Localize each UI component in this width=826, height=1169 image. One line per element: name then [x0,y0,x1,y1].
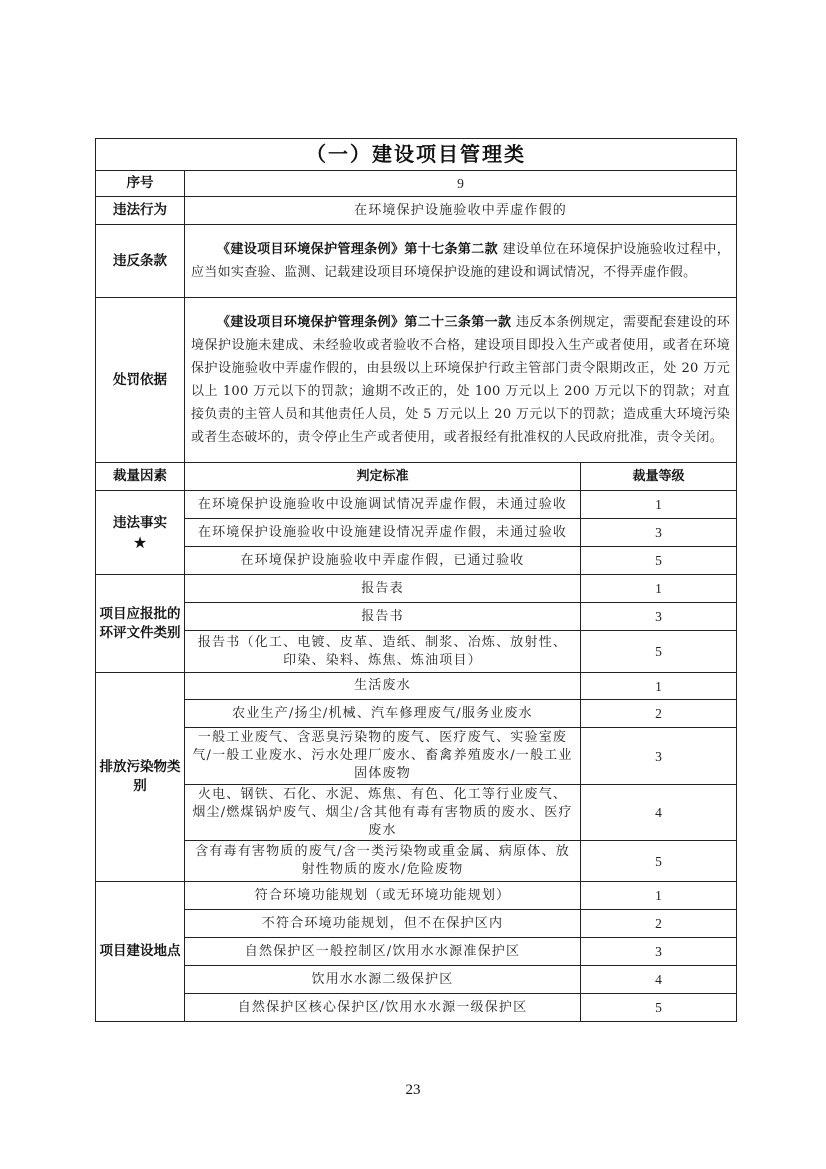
criterion-cell: 报告表 [185,575,581,603]
criterion-cell: 自然保护区一般控制区/饮用水水源准保护区 [185,938,581,966]
level-cell: 2 [581,700,737,728]
table-row [96,910,737,938]
level-cell: 1 [581,882,737,910]
criterion-cell: 在环境保护设施验收中设施建设情况弄虚作假，未通过验收 [185,519,581,547]
penalty-basis-citation: 《建设项目环境保护管理条例》第二十三条第一款 [217,315,512,330]
table-row [96,673,737,700]
criterion-cell: 一般工业废气、含恶臭污染物的废气、医疗废气、实验室废气/一般工业废水、污水处理厂废水、畜禽养殖废水/一般工业固体废物 [185,728,581,785]
table-row [96,631,737,673]
criterion-cell: 不符合环境功能规划，但不在保护区内 [185,910,581,938]
table-row [96,882,737,910]
table-row [96,785,737,841]
star-icon: ★ [132,532,148,552]
penalty-basis-body: 违反本条例规定，需要配套建设的环境保护设施未建成、未经验收或者验收不合格，建设项目即投入生产或者使用，或者在环境保护设施验收中弄虚作假的，由县级以上环境保护行政主管部门责令限期改正，处 20 万元以上 100 万元以下的罚款；逾期不改正的，处 100 万元以上 200 万元以下的罚款；对直接负责的主管人员和其他责任人员，处 5 万元以上 20 万元以下的罚款；造成重大环境污染或者生态破坏的，责令停止生产或者使用，或者报经有批准权的人民政府批准，责令关闭。 [191,315,731,445]
level-cell: 1 [581,673,737,700]
criterion-cell: 报告书（化工、电镀、皮革、造纸、制浆、冶炼、放射性、印染、染料、炼焦、炼油项目） [185,631,581,673]
criterion-cell: 含有毒有害物质的废气/含一类污染物或重金属、病原体、放射性物质的废水/危险废物 [185,841,581,882]
violation-row [96,197,737,225]
table-row [96,603,737,631]
level-cell: 3 [581,603,737,631]
level-cell: 1 [581,575,737,603]
violated-clause-citation: 《建设项目环境保护管理条例》第十七条第二款 [217,242,499,257]
level-cell: 5 [581,841,737,882]
criterion-cell: 火电、钢铁、石化、水泥、炼焦、有色、化工等行业废气、烟尘/燃煤锅炉废气、烟尘/含其他有毒有害物质的废水、医疗废水 [185,785,581,841]
table-row [96,966,737,994]
level-cell: 5 [581,631,737,673]
penalty-basis-text [185,298,737,463]
table-row [96,519,737,547]
serial-label: 序号 [96,171,185,197]
header-level: 裁量等级 [581,463,737,491]
serial-value: 9 [185,171,737,197]
table-header-row [96,463,737,491]
penalty-basis-label: 处罚依据 [96,298,185,463]
table-title: （一）建设项目管理类 [96,139,737,171]
violated-clause-row [96,225,737,298]
criterion-cell: 在环境保护设施验收中设施调试情况弄虚作假，未通过验收 [185,491,581,519]
title-row [96,139,737,171]
table-row [96,547,737,575]
level-cell: 5 [581,547,737,575]
criterion-cell: 符合环境功能规划（或无环境功能规划） [185,882,581,910]
header-criterion: 判定标准 [185,463,581,491]
factor-label-eia-category: 项目应报批的环评文件类别 [96,575,185,673]
criterion-cell: 在环境保护设施验收中弄虚作假，已通过验收 [185,547,581,575]
table-row [96,841,737,882]
violated-clause-body: 建设单位在环境保护设施验收过程中，应当如实查验、监测、记载建设项目环境保护设施的建设和调试情况，不得弄虚作假。 [191,242,731,280]
violated-clause-text [185,225,737,298]
violation-label: 违法行为 [96,197,185,225]
level-cell: 2 [581,910,737,938]
criterion-cell: 生活废水 [185,673,581,700]
criterion-cell: 报告书 [185,603,581,631]
level-cell: 3 [581,519,737,547]
table-row [96,994,737,1022]
table-row [96,575,737,603]
factor-label-text: 违法事实 [113,514,167,531]
level-cell: 4 [581,785,737,841]
penalty-basis-row [96,298,737,463]
page-number: 23 [405,1082,421,1098]
criterion-cell: 饮用水水源二级保护区 [185,966,581,994]
level-cell: 5 [581,994,737,1022]
table-row [96,938,737,966]
discretion-table [95,138,737,1022]
level-cell: 4 [581,966,737,994]
serial-row [96,171,737,197]
factor-label-pollutant-category: 排放污染物类别 [96,673,185,882]
level-cell: 3 [581,728,737,785]
level-cell: 3 [581,938,737,966]
criterion-cell: 农业生产/扬尘/机械、汽车修理废气/服务业废水 [185,700,581,728]
factor-label-illegal-fact [96,491,185,575]
header-factor: 裁量因素 [96,463,185,491]
table-row [96,700,737,728]
criterion-cell: 自然保护区核心保护区/饮用水水源一级保护区 [185,994,581,1022]
violation-value: 在环境保护设施验收中弄虚作假的 [185,197,737,225]
table-row [96,728,737,785]
factor-label-project-location: 项目建设地点 [96,882,185,1022]
violated-clause-label: 违反条款 [96,225,185,298]
table-row [96,491,737,519]
level-cell: 1 [581,491,737,519]
